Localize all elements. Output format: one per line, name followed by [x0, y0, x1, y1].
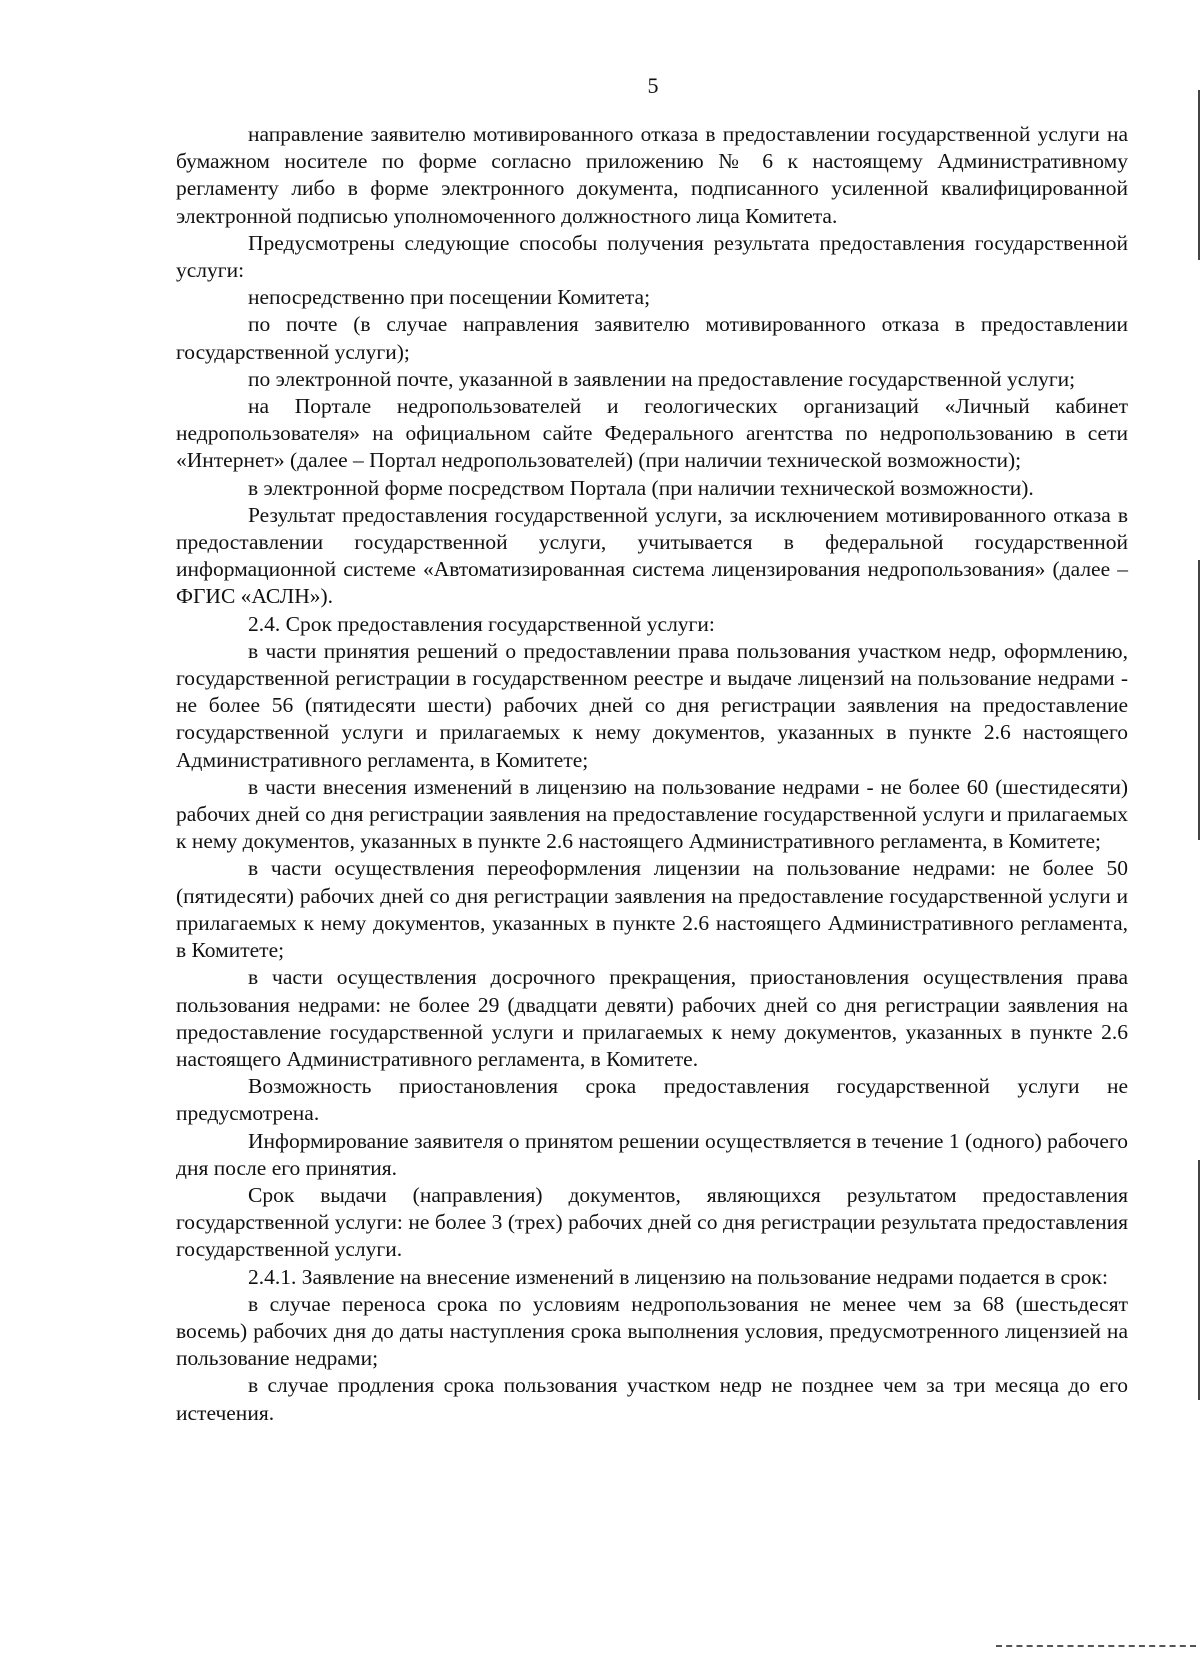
- paragraph-extension: в случае продления срока пользования участком недр не позднее чем за три месяца до его истечения.: [176, 1373, 1128, 1425]
- paragraph-term-reissue: в части осуществления переоформления лицензии на пользование недрами: не более 50 (пятидесяти) рабочих дней со дня регистрации заявления на предоставление государственной услуги и прилагаемых к нему документов, указанных в пункте 2.6 настоящего Административного регламента, в Комитете;: [176, 856, 1128, 963]
- scan-bottom-mark: [996, 1645, 1196, 1647]
- paragraph-section-2-4-1: 2.4.1. Заявление на внесение изменений в лицензию на пользование недрами подается в срок:: [248, 1264, 1108, 1289]
- paragraph-no-suspension: Возможность приостановления срока предоставления государственной услуги не предусмотрена.: [176, 1074, 1128, 1126]
- paragraph-issue-term: Срок выдачи (направления) документов, являющихся результатом предоставления государственной услуги: не более 3 (трех) рабочих дней со дня регистрации результата предоставления государственной услуги.: [176, 1182, 1128, 1262]
- paragraph-in-person: непосредственно при посещении Комитета;: [248, 285, 651, 310]
- paragraph-term-termination: в части осуществления досрочного прекращения, приостановления осуществления права пользования недрами: не более 29 (двадцати девяти) рабочих дней со дня регистрации заявления на предоставление государственной услуги и прилагаемых к нему документов, указанных в пункте 2.6 настоящего Административного регламента, в Комитете.: [176, 965, 1128, 1071]
- paragraph-by-email: по электронной почте, указанной в заявлении на предоставление государственной услуги;: [248, 366, 1076, 391]
- paragraph-fgis-aslN: Результат предоставления государственной услуги, за исключением мотивированного отказа в предоставлении государственной услуги, учитывается в федеральной государственной информационной системе «Автоматизированная система лицензирования недропользования» (далее – ФГИС «АСЛН»).: [176, 502, 1128, 609]
- paragraph-electronic-form: в электронной форме посредством Портала (при наличии технической возможности).: [248, 475, 1034, 500]
- paragraph-subsoil-portal: на Портале недропользователей и геологических организаций «Личный кабинет недропользователя» на официальном сайте Федерального агентства по недропользованию в сети «Интернет» (далее – Портал недропользователей) (при наличии технической возможности);: [176, 394, 1128, 473]
- page-number: 5: [647, 73, 659, 98]
- paragraph-result-methods: Предусмотрены следующие способы получения результата предоставления государственной услуги:: [176, 230, 1128, 283]
- paragraph-by-mail: по почте (в случае направления заявителю мотивированного отказа в предоставлении государственной услуги);: [176, 312, 1128, 364]
- paragraph-term-amendments: в части внесения изменений в лицензию на пользование недрами - не более 60 (шестидесяти) рабочих дней со дня регистрации заявления на предоставление государственной услуги и прилагаемых к нему документов, указанных в пункте 2.6 настоящего Административного регламента, в Комитете;: [176, 774, 1128, 854]
- paragraph-refusal-delivery: направление заявителю мотивированного отказа в предоставлении государственной услуги на бумажном носителе по форме согласно приложению № 6 к настоящему Административному регламенту либо в форме электронного документа, подписанного усиленной квалифицированной электронной подписью уполномоченного должностного лица Комитета.: [176, 122, 1128, 228]
- paragraph-term-licensing: в части принятия решений о предоставлении права пользования участком недр, оформлению, государственной регистрации в государственном реестре и выдаче лицензий на пользование недрами - не более 56 (пятидесяти шести) рабочих дней со дня регистрации заявления на предоставление государственной услуги и прилагаемых к нему документов, указанных в пункте 2.6 настоящего Административного регламента, в Комитете;: [176, 638, 1128, 772]
- document-body: [176, 121, 1128, 1427]
- paragraph-deadline-shift: в случае переноса срока по условиям недропользования не менее чем за 68 (шестьдесят восемь) рабочих дня до даты наступления срока выполнения условия, предусмотренного лицензией на пользование недрами;: [176, 1291, 1128, 1371]
- paragraph-section-2-4: 2.4. Срок предоставления государственной услуги:: [248, 611, 715, 636]
- paragraph-notification: Информирование заявителя о принятом решении осуществляется в течение 1 (одного) рабочего дня после его принятия.: [176, 1128, 1128, 1180]
